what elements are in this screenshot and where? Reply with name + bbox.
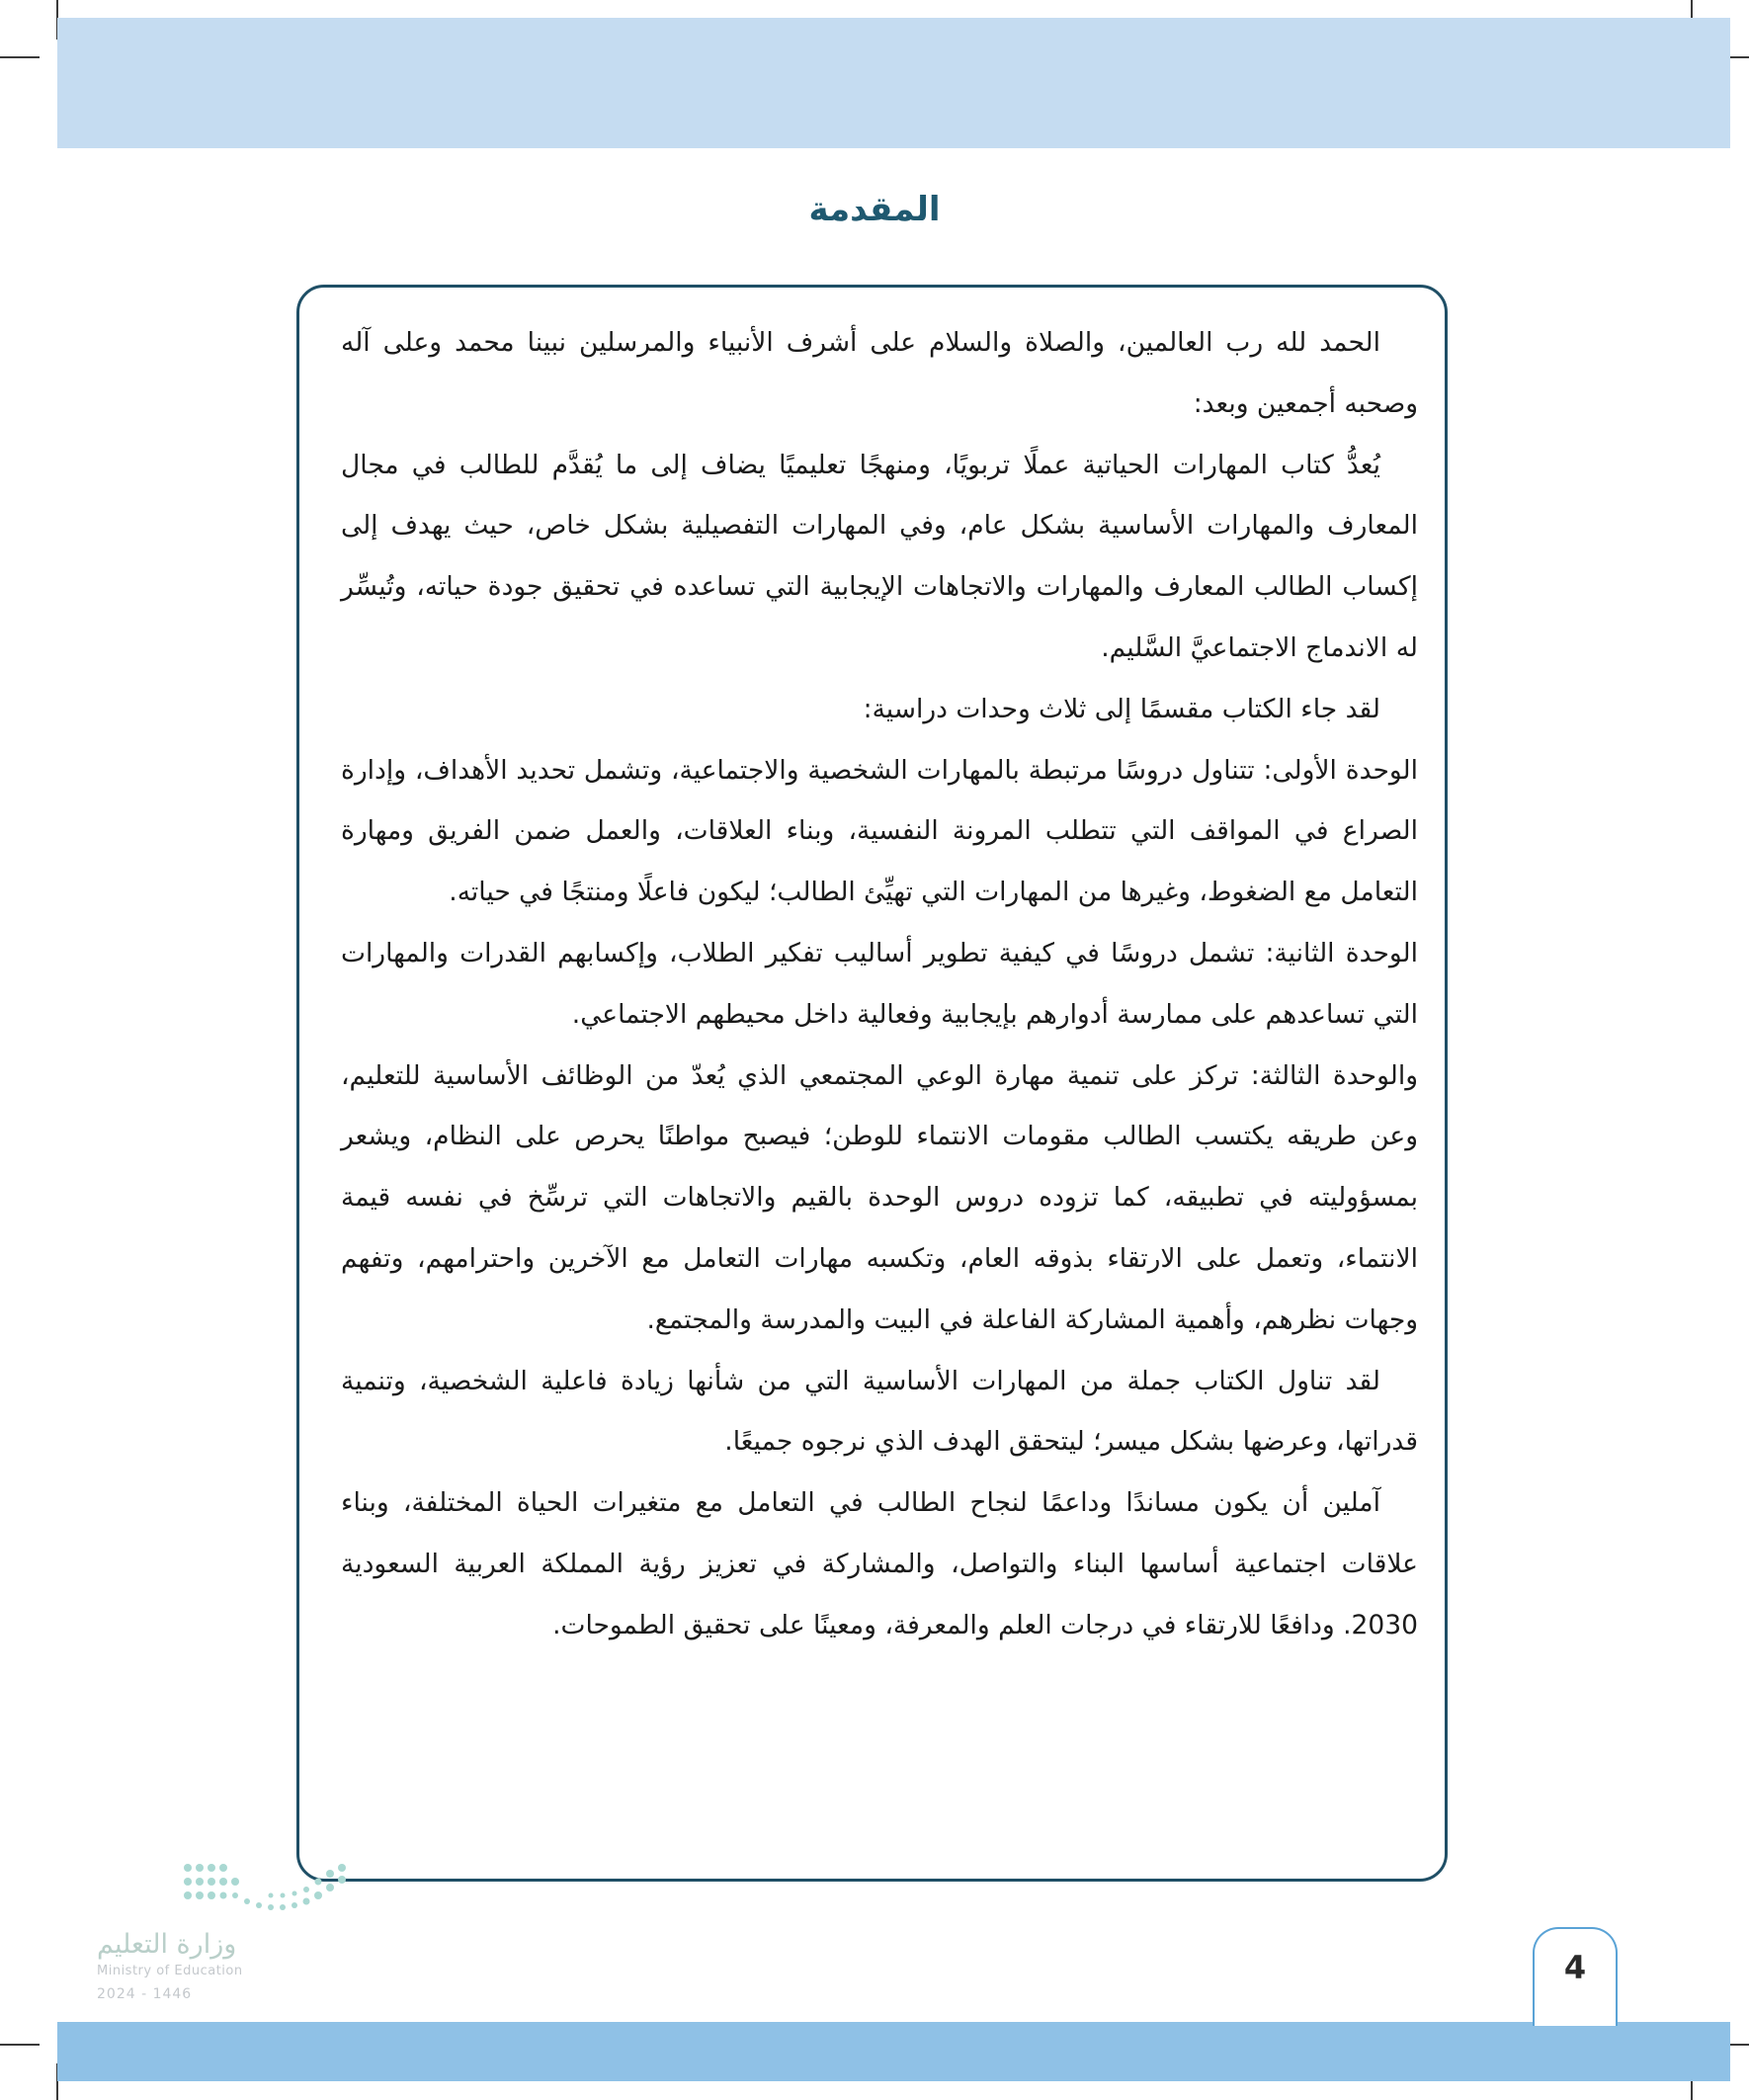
introduction-text xyxy=(341,312,1418,1656)
footer-band xyxy=(57,2022,1730,2081)
ministry-branding xyxy=(97,1929,294,2002)
paragraph-unit-one: الوحدة الأولى: تتناول دروسًا مرتبطة بالمهارات الشخصية والاجتماعية، وتشمل تحديد الأهداف، وإدارة الصراع في المواقف التي تتطلب المرونة النفسية، وبناء العلاقات، والعمل ضمن الفريق ومهارة التعامل مع الضغوط، وغيرها من المهارات التي تهيِّئ الطالب؛ ليكون فاعلًا ومنتجًا في حياته. xyxy=(341,754,1418,908)
paragraph-unit-two: الوحدة الثانية: تشمل دروسًا في كيفية تطوير أساليب تفكير الطلاب، وإكسابهم القدرات والمهارات التي تساعدهم على ممارسة أدوارهم بإيجابية وفعالية داخل محيطهم الاجتماعي. xyxy=(341,937,1418,1030)
page-title: المقدمة xyxy=(808,190,941,229)
paragraph-unit-three: والوحدة الثالثة: تركز على تنمية مهارة الوعي المجتمعي الذي يُعدّ من الوظائف الأساسية للتعليم، وعن طريقه يكتسب الطالب مقومات الانتماء للوطن؛ فيصبح مواطنًا يحرص على النظام، ويشعر بمسؤوليته في تطبيقه، كما تزوده دروس الوحدة بالقيم والاتجاهات التي ترسِّخ في نفسه قيمة الانتماء، وتعمل على الارتقاء بذوقه العام، وتكسبه مهارات التعامل مع الآخرين واحترامهم، وتفهم وجهات نظرهم، وأهمية المشاركة الفاعلة في البيت والمدرسة والمجتمع. xyxy=(341,1059,1418,1335)
paragraph-closing: آملين أن يكون مساندًا وداعمًا لنجاح الطالب في التعامل مع متغيرات الحياة المختلفة، وبناء علاقات اجتماعية أساسها البناء والتواصل، والمشاركة في تعزيز رؤية المملكة العربية السعودية 2030. ودافعًا للارتقاء في درجات العلم والمعرفة، ومعينًا على تحقيق الطموحات. xyxy=(341,1487,1418,1640)
paragraph-units-intro: لقد جاء الكتاب مقسمًا إلى ثلاث وحدات دراسية: xyxy=(863,693,1380,724)
header-band xyxy=(57,18,1730,148)
paragraph-opening: الحمد لله رب العالمين، والصلاة والسلام على أشرف الأنبياء والمرسلين نبينا محمد وعلى آله وصحبه أجمعين وبعد: xyxy=(341,327,1418,419)
paragraph-book-purpose: يُعدُّ كتاب المهارات الحياتية عملًا تربويًا، ومنهجًا تعليميًا يضاف إلى ما يُقدَّم للطالب في مجال المعارف والمهارات الأساسية بشكل عام، وفي المهارات التفصيلية بشكل خاص، حيث يهدف إلى إكساب الطالب المعارف والمهارات والاتجاهات الإيجابية التي تساعده في تحقيق جودة حياته، وتُيسِّر له الاندماج الاجتماعيَّ السَّليم. xyxy=(341,449,1418,663)
ministry-name-english: Ministry of Education xyxy=(97,1964,243,1978)
paragraph-summary: لقد تناول الكتاب جملة من المهارات الأساسية التي من شأنها زيادة فاعلية الشخصية، وتنمية قدراتها، وعرضها بشكل ميسر؛ ليتحقق الهدف الذي نرجوه جميعًا. xyxy=(341,1365,1418,1458)
trim-mark xyxy=(0,2044,40,2046)
ministry-logo-icon xyxy=(178,1858,356,1922)
edition-year: 2024 - 1446 xyxy=(97,1986,193,2002)
page-number: 4 xyxy=(1563,1949,1587,1986)
ministry-name-arabic: وزارة التعليم xyxy=(97,1929,237,1960)
trim-mark xyxy=(0,56,40,58)
